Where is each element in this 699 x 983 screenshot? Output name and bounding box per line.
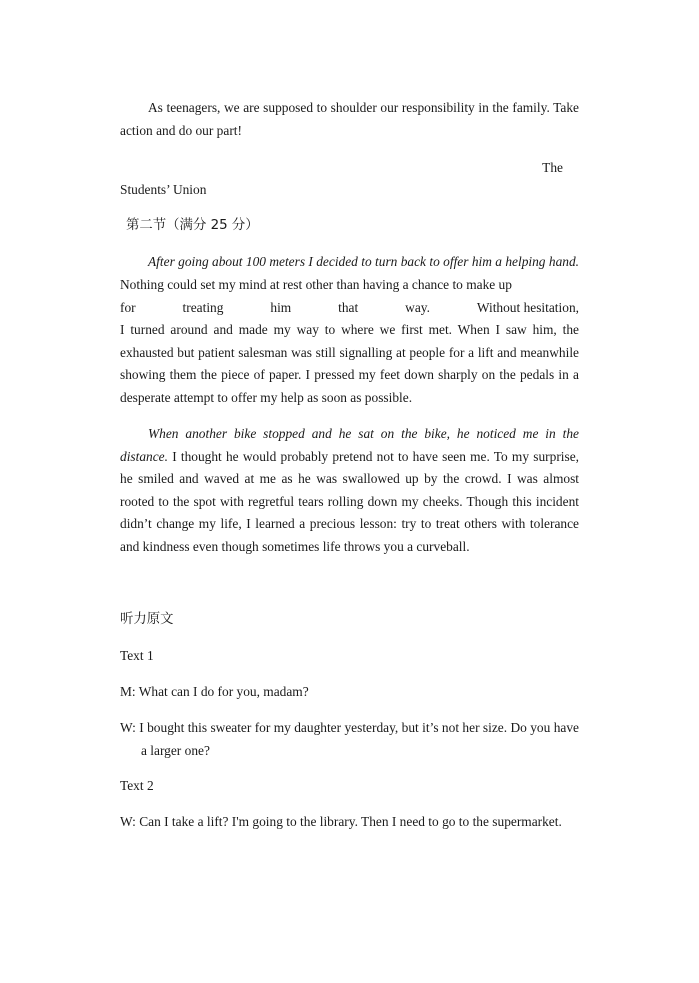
essay-paragraph-1-line-3	[120, 297, 579, 320]
line3-word: that	[338, 300, 359, 315]
text-2-label: Text 2	[120, 778, 154, 793]
essay-paragraph-2	[120, 423, 579, 559]
signature-the: The	[542, 160, 563, 175]
essay-paragraph-2-rest: I thought he would probably pretend not to have seen me. To my surprise, he smiled and waved at me as he was swallowed up by the crowd. I was almost rooted to the spot with regretful tears rolling down my cheeks. Though this incident didn’t change my life, I learned a precious lesson: try to treat others with tolerance and kindness even though sometimes life throws you a curveball.	[120, 448, 579, 554]
line3-word: him	[270, 300, 292, 315]
essay-paragraph-2-lead: When another bike stopped and he sat on the bike, he noticed me in the distance.	[120, 426, 579, 464]
listening-heading: 听力原文	[120, 612, 174, 627]
line3-word: for	[120, 300, 136, 315]
dialogue-w1: W: I bought this sweater for my daughter yesterday, but it’s not her size. Do you have a larger one?	[120, 720, 579, 758]
essay-paragraph-1-line2-rest: Nothing could set my mind at rest other than having a chance to make up	[120, 276, 512, 292]
essay-paragraph-1-lead: After going about 100 meters I decided to turn back to offer him a helping hand.	[148, 254, 579, 269]
dialogue-w2: W: Can I take a lift? I'm going to the library. Then I need to go to the supermarket.	[120, 814, 562, 829]
line3-word: Without hesitation,	[476, 300, 579, 315]
line3-word: way.	[405, 300, 430, 315]
line3-word: treating	[182, 300, 224, 315]
text-1-label: Text 1	[120, 648, 154, 663]
section-heading: 第二节（满分 25 分）	[126, 218, 259, 233]
signature-union: Students’ Union	[120, 182, 207, 197]
dialogue-m1: M: What can I do for you, madam?	[120, 684, 309, 699]
essay-paragraph-1-lines-1-2	[120, 251, 579, 296]
closing-paragraph: As teenagers, we are supposed to shoulder our responsibility in the family. Take action and do our part!	[120, 100, 579, 138]
essay-paragraph-1-rest: I turned around and made my way to where we first met. When I saw him, the exhausted but patient salesman was still signalling at people for a lift and meanwhile showing them the piece of paper. I pressed my feet down sharply on the pedals in a desperate attempt to offer my help as soon as possible.	[120, 322, 579, 405]
